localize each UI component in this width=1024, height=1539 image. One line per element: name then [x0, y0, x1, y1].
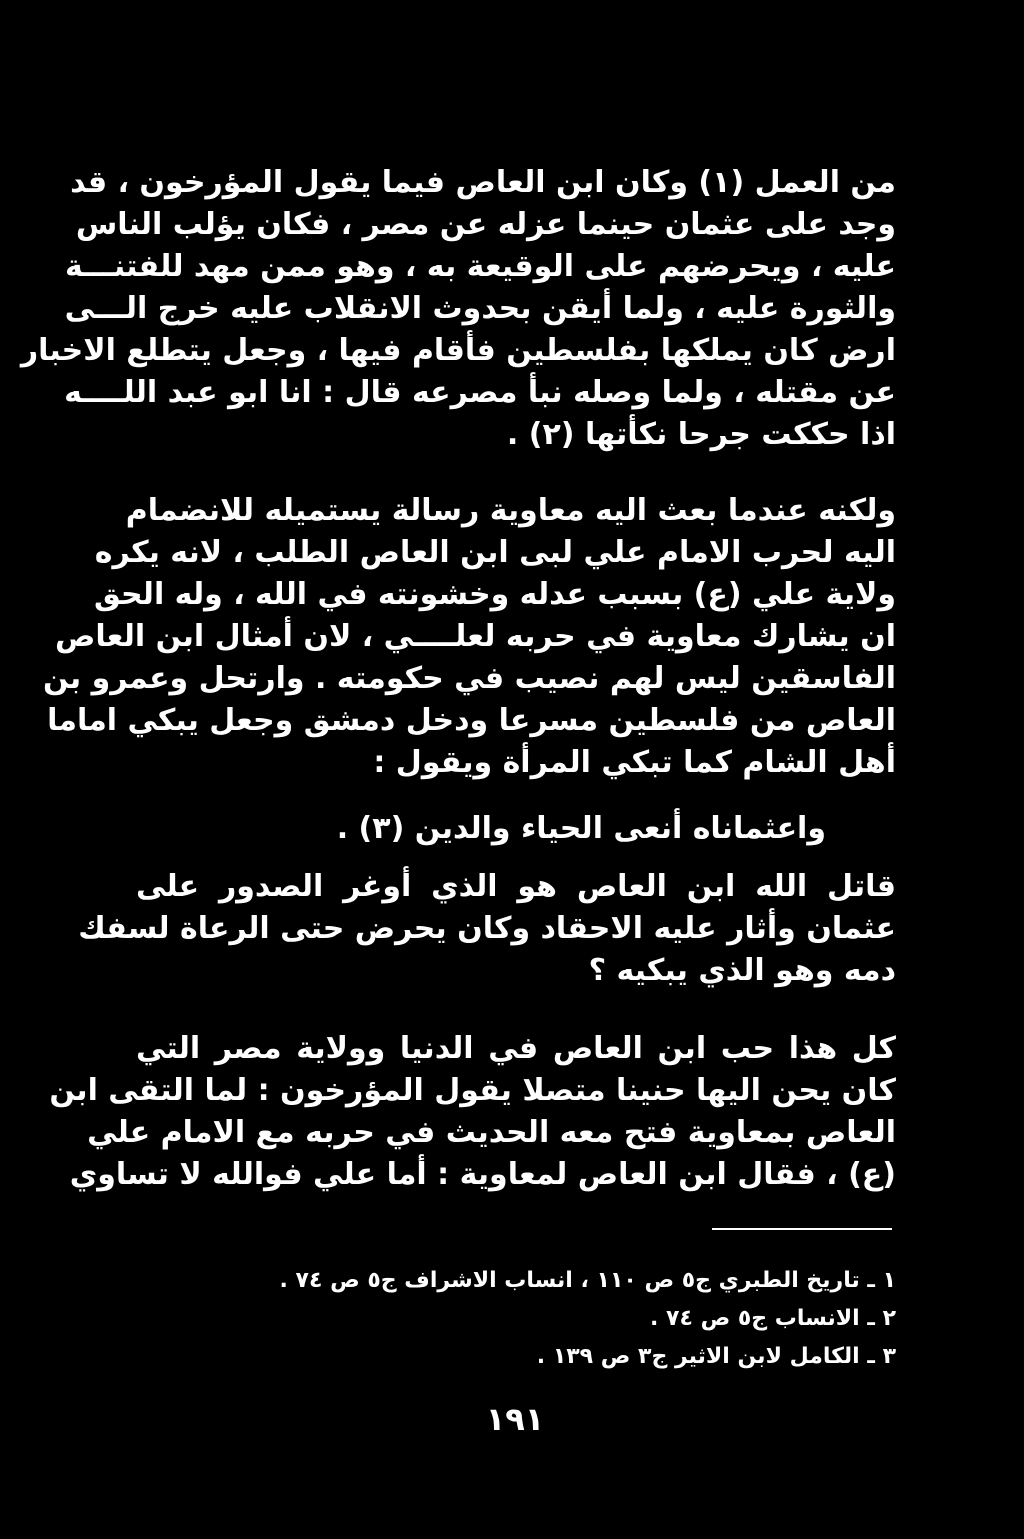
text-line: واعثماناه أنعى الحياء والدين (۳) . [336, 811, 826, 846]
footnote-3: ۳ ـ الكامل لابن الاثير ج۳ ص ۱۳۹ . [536, 1344, 896, 1369]
text-line: الفاسقين ليس لهم نصيب في حكومته . وارتحل وعمرو بن [42, 661, 896, 696]
paragraph-3-verse [136, 808, 896, 850]
text-line: دمه وهو الذي يبكيه ؟ [588, 953, 896, 988]
text-line: قاتل الله ابن العاص هو الذي أوغر الصدور على [136, 869, 896, 904]
page-number: ۱۹۱ [485, 1400, 545, 1438]
footnote-divider [712, 1228, 892, 1230]
text-line: وجد على عثمان حينما عزله عن مصر ، فكان يؤلب الناس [75, 207, 896, 242]
text-line: ولاية علي (ع) بسبب عدله وخشونته في الله ، وله الحق [94, 577, 896, 612]
text-line: العاص بمعاوية فتح معه الحديث في حربه مع الامام علي [87, 1115, 896, 1150]
text-line: من العمل (۱) وكان ابن العاص فيما يقول المؤرخون ، قد [70, 165, 896, 200]
text-line: كل هذا حب ابن العاص في الدنيا وولاية مصر التي [136, 1031, 896, 1066]
text-line: عليه ، ويحرضهم على الوقيعة به ، وهو ممن مهد للفتنـــة [64, 249, 896, 284]
text-line: ولكنه عندما بعث اليه معاوية رسالة يستميله للانضمام [125, 493, 896, 528]
text-line: ان يشارك معاوية في حربه لعلــــي ، لان أمثال ابن العاص [55, 619, 896, 654]
text-line: والثورة عليه ، ولما أيقن بحدوث الانقلاب عليه خرج الـــى [64, 291, 896, 326]
footnote-1: ۱ ـ تاريخ الطبري ج٥ ص ۱۱۰ ، انساب الاشراف ج٥ ص ۷٤ . [279, 1268, 896, 1293]
text-line: ارض كان يملكها بفلسطين فأقام فيها ، وجعل يتطلع الاخبار [20, 333, 896, 368]
footnotes [136, 1262, 896, 1376]
text-line: اليه لحرب الامام علي لبى ابن العاص الطلب ، لانه يكره [94, 535, 896, 570]
text-line: اذا حككت جرحا نكأتها (۲) . [506, 417, 896, 452]
paragraph-4 [78, 866, 896, 992]
footnote-2: ۲ ـ الانساب ج٥ ص ۷٤ . [650, 1306, 896, 1331]
text-line: كان يحن اليها حنينا متصلا يقول المؤرخون : لما التقى ابن [49, 1073, 896, 1108]
paragraph-5 [49, 1028, 896, 1196]
text-line: (ع) ، فقال ابن العاص لمعاوية : أما علي فوالله لا تساوي [69, 1157, 896, 1192]
text-line: العاص من فلسطين مسرعا ودخل دمشق وجعل يبكي اماما [47, 703, 896, 738]
text-line: عثمان وأثار عليه الاحقاد وكان يحرض حتى الرعاة لسفك [78, 911, 896, 946]
paragraph-2 [42, 490, 896, 784]
paragraph-1 [20, 162, 896, 456]
text-line: أهل الشام كما تبكي المرأة ويقول : [373, 745, 896, 780]
text-line: عن مقتله ، ولما وصله نبأ مصرعه قال : انا ابو عبد اللــــه [64, 375, 896, 410]
